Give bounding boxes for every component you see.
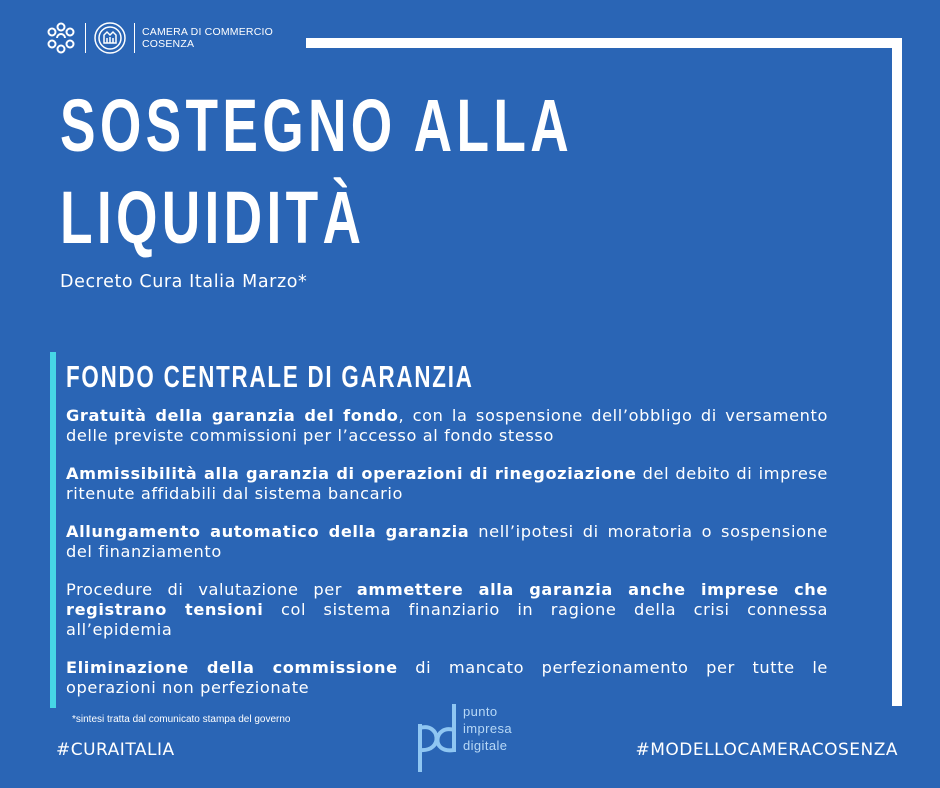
chamber-name <box>142 26 273 50</box>
page-title <box>60 80 573 264</box>
punto-impresa-digitale-label <box>463 703 512 754</box>
pid-line1: punto <box>463 704 498 719</box>
section-title: FONDO CENTRALE DI GARANZIA <box>66 359 474 394</box>
source-footnote: *sintesi tratta dal comunicato stampa del governo <box>72 714 291 725</box>
frame-top-border <box>306 38 902 48</box>
hashtag-modellocameracosenza: #MODELLOCAMERACOSENZA <box>635 740 898 760</box>
logo-divider <box>85 23 86 53</box>
chamber-name-line2: COSENZA <box>142 38 195 50</box>
pid-line3: digitale <box>463 738 508 753</box>
measure-item: Allungamento automatico della garanzia nell’ipotesi di moratoria o sospensione del finanziamento <box>66 522 828 561</box>
measure-item: Gratuità della garanzia del fondo, con la sospensione dell’obbligo di versamento delle previste commissioni per l’accesso al fondo stesso <box>66 406 828 445</box>
logo-divider <box>134 23 135 53</box>
chamber-network-logo-icon <box>44 21 78 55</box>
measure-item: Ammissibilità alla garanzia di operazioni di rinegoziazione del debito di imprese ritenute affidabili dal sistema bancario <box>66 464 828 503</box>
measures-list <box>66 406 828 698</box>
page-subtitle: Decreto Cura Italia Marzo* <box>60 272 308 292</box>
logo-bar <box>44 20 273 56</box>
measure-item: Eliminazione della commissione di mancato perfezionamento per tutte le operazioni non perfezionate <box>66 658 828 697</box>
chamber-seal-icon <box>93 21 127 55</box>
page-title-line1: SOSTEGNO ALLA <box>60 84 573 167</box>
frame-right-border <box>892 38 902 706</box>
chamber-name-line1: CAMERA DI COMMERCIO <box>142 26 273 38</box>
page-title-line2: LIQUIDITÀ <box>60 176 366 259</box>
punto-impresa-digitale-logo-icon <box>414 702 460 774</box>
hashtag-curaitalia: #CURAITALIA <box>56 740 175 760</box>
section-accent-bar <box>50 352 56 708</box>
pid-line2: impresa <box>463 721 513 736</box>
measure-item: Procedure di valutazione per ammettere alla garanzia anche imprese che registrano tensioni col sistema finanziario in ragione della crisi connessa all’epidemia <box>66 580 828 639</box>
